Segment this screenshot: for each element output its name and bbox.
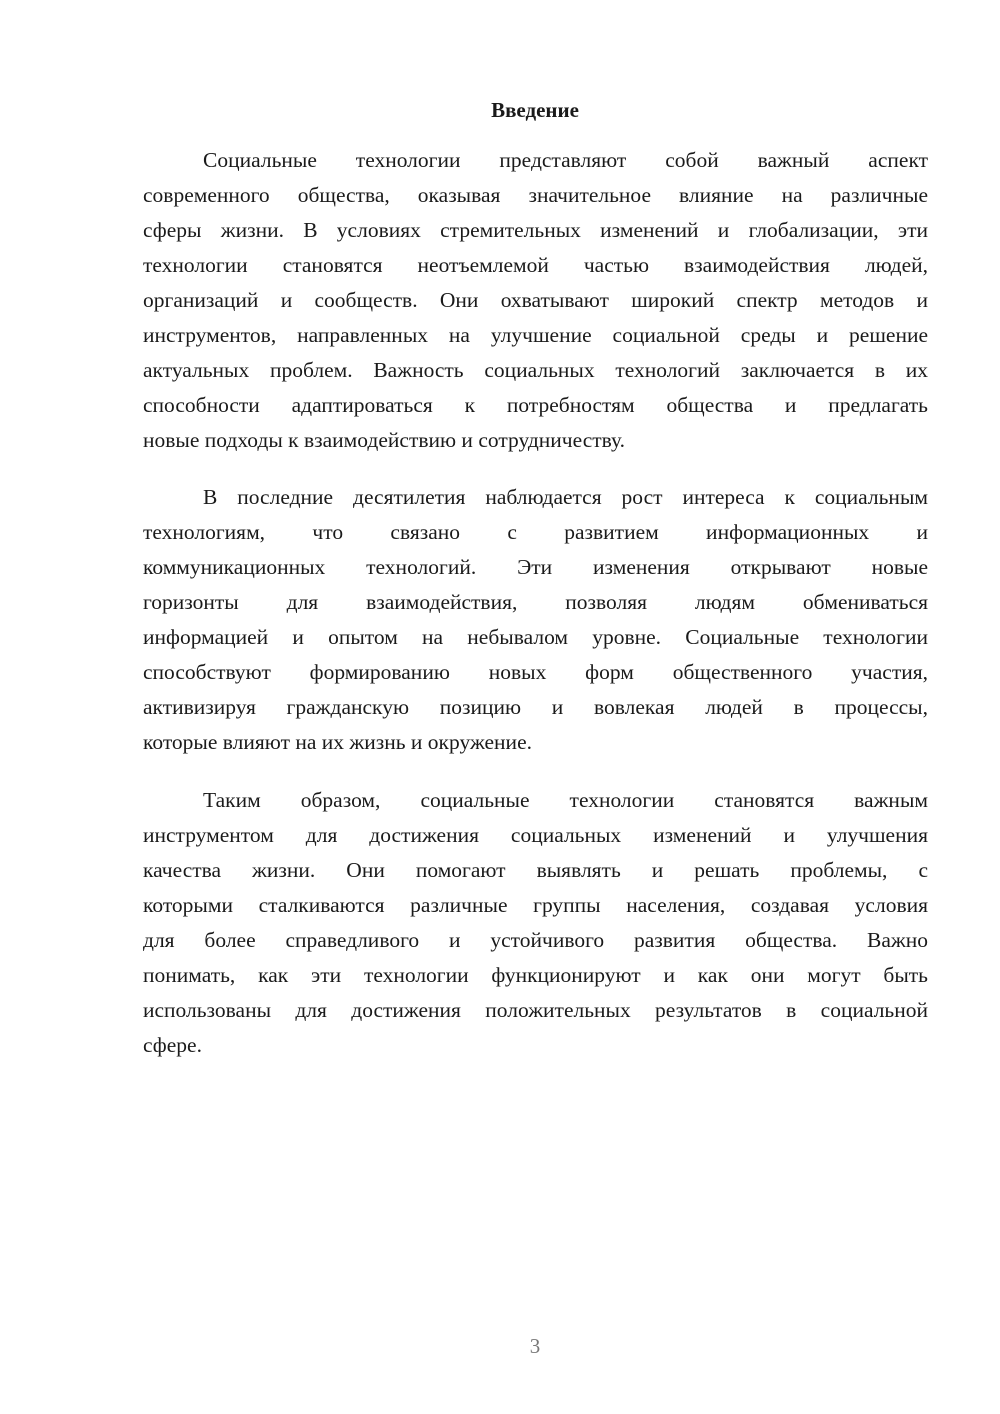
text-line: новые подходы к взаимодействию и сотрудничеству. — [143, 428, 626, 452]
text-line: для более справедливого и устойчивого развития общества. Важно — [143, 928, 928, 952]
paragraph-3 — [143, 783, 928, 1063]
text-line: инструментом для достижения социальных изменений и улучшения — [143, 823, 928, 847]
paragraph-1 — [143, 143, 928, 458]
text-line: которыми сталкиваются различные группы населения, создавая условия — [143, 893, 928, 917]
text-line: сферы жизни. В условиях стремительных изменений и глобализации, эти — [143, 218, 928, 242]
text-line: которые влияют на их жизнь и окружение. — [143, 730, 532, 754]
text-line: способствуют формированию новых форм общественного участия, — [143, 660, 928, 684]
text-line: коммуникационных технологий. Эти изменения открывают новые — [143, 555, 928, 579]
section-heading: Введение — [491, 98, 579, 122]
text-line: В последние десятилетия наблюдается рост интереса к социальным — [203, 485, 928, 509]
text-line: качества жизни. Они помогают выявлять и решать проблемы, с — [143, 858, 928, 882]
text-line: сфере. — [143, 1033, 202, 1057]
text-line: активизируя гражданскую позицию и вовлекая людей в процессы, — [143, 695, 928, 719]
text-line: организаций и сообществ. Они охватывают широкий спектр методов и — [143, 288, 928, 312]
text-line: Таким образом, социальные технологии становятся важным — [203, 788, 928, 812]
text-line: горизонты для взаимодействия, позволяя людям обмениваться — [143, 590, 928, 614]
text-line: способности адаптироваться к потребностям общества и предлагать — [143, 393, 928, 417]
text-line: информацией и опытом на небывалом уровне. Социальные технологии — [143, 625, 928, 649]
paragraph-2 — [143, 480, 928, 760]
text-line: понимать, как эти технологии функционируют и как они могут быть — [143, 963, 928, 987]
text-line: инструментов, направленных на улучшение социальной среды и решение — [143, 323, 928, 347]
page-number: 3 — [529, 1334, 541, 1358]
text-line: технологии становятся неотъемлемой частью взаимодействия людей, — [143, 253, 928, 277]
text-line: использованы для достижения положительных результатов в социальной — [143, 998, 928, 1022]
text-line: современного общества, оказывая значительное влияние на различные — [143, 183, 928, 207]
text-line: технологиям, что связано с развитием информационных и — [143, 520, 928, 544]
text-line: Социальные технологии представляют собой важный аспект — [203, 148, 928, 172]
text-line: актуальных проблем. Важность социальных технологий заключается в их — [143, 358, 928, 382]
